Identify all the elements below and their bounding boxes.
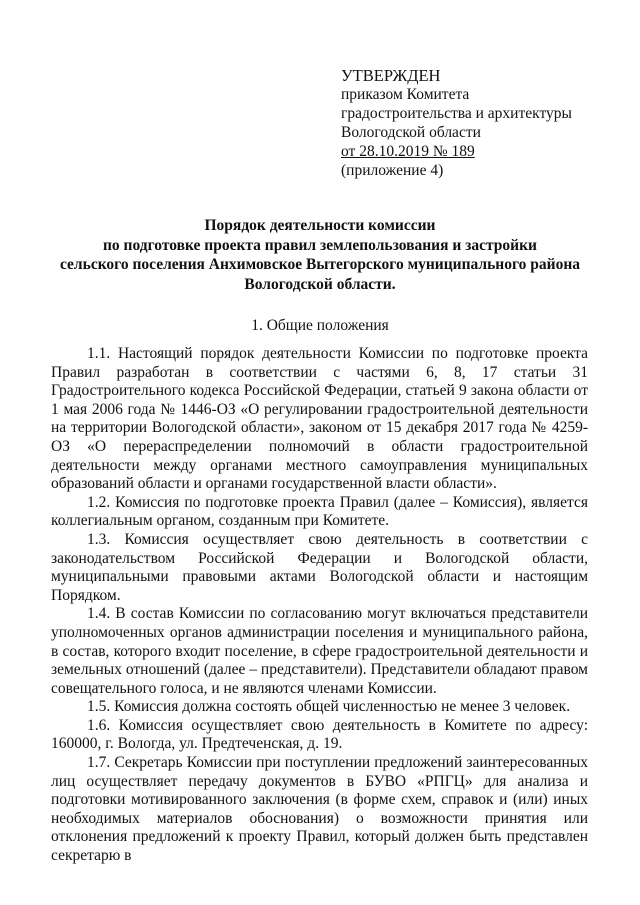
document-body	[51, 345, 588, 866]
title-line-1: Порядок деятельности комиссии	[204, 217, 436, 234]
paragraph-1-4: 1.4. В состав Комиссии по согласованию могут включаться представители уполномоченных органов администрации поселения и муниципального района, в состав, которого входит поселение, в сфере градостроительной деятельности и земельных отношений (далее – представители). Представители обладают правом совещательного голоса, и не являются членами Комиссии.	[51, 605, 588, 697]
title-line-4: Вологодской области.	[244, 275, 396, 293]
paragraph-1-7: 1.7. Секретарь Комиссии при поступлении предложений заинтересованных лиц осуществляет передачу документов в БУВО «РПГЦ» для анализа и подготовки мотивированного заключения (в форме схем, справок и (или) иных необходимых материалов обоснования) о возможности принятия или отклонения предложений к проекту Правил, который должен быть представлен секретарю в	[51, 754, 588, 865]
paragraph-1-1: 1.1. Настоящий порядок деятельности Комиссии по подготовке проекта Правил разработан в соответствии с частями 6, 8, 17 статьи 31 Градостроительного кодекса Российской Федерации, статьей 9 закона области от 1 мая 2006 года № 1446-ОЗ «О регулировании градостроительной деятельности на территории Вологодской области», законом от 15 декабря 2017 года № 4259-ОЗ «О перераспределении полномочий в области градостроительной деятельности между органами местного самоуправления муниципальных образований области и органами государственной власти области».	[51, 345, 588, 493]
paragraph-1-6: 1.6. Комиссия осуществляет свою деятельность в Комитете по адресу: 160000, г. Вологда, ул. Предтеченская, д. 19.	[51, 716, 588, 753]
document-title	[40, 216, 600, 294]
section-heading: 1. Общие положения	[251, 317, 389, 334]
title-line-2: по подготовке проекта правил землепользования и застройки	[103, 236, 537, 254]
approval-line-committee: градостроительства и архитектуры	[341, 105, 572, 122]
paragraph-1-3: 1.3. Комиссия осуществляет свою деятельность в соответствии с законодательством Российской Федерации и Вологодской области, муниципальными правовыми актами Вологодской области и настоящим Порядком.	[51, 530, 588, 604]
approval-line-region: Вологодской области	[341, 124, 481, 141]
approval-line-appendix: (приложение 4)	[341, 162, 444, 179]
approval-stamp	[341, 66, 611, 180]
approval-line-order: приказом Комитета	[341, 86, 470, 103]
paragraph-1-2: 1.2. Комиссия по подготовке проекта Правил (далее – Комиссия), является коллегиальным органом, созданным при Комитете.	[51, 493, 588, 530]
title-line-3: сельского поселения Анхимовское Вытегорского муниципального района	[59, 256, 580, 273]
approval-line-date: от 28.10.2019 № 189	[341, 143, 475, 160]
approval-heading: УТВЕРЖДЕН	[341, 66, 441, 85]
paragraph-1-5: 1.5. Комиссия должна состоять общей численностью не менее 3 человек.	[87, 698, 571, 716]
